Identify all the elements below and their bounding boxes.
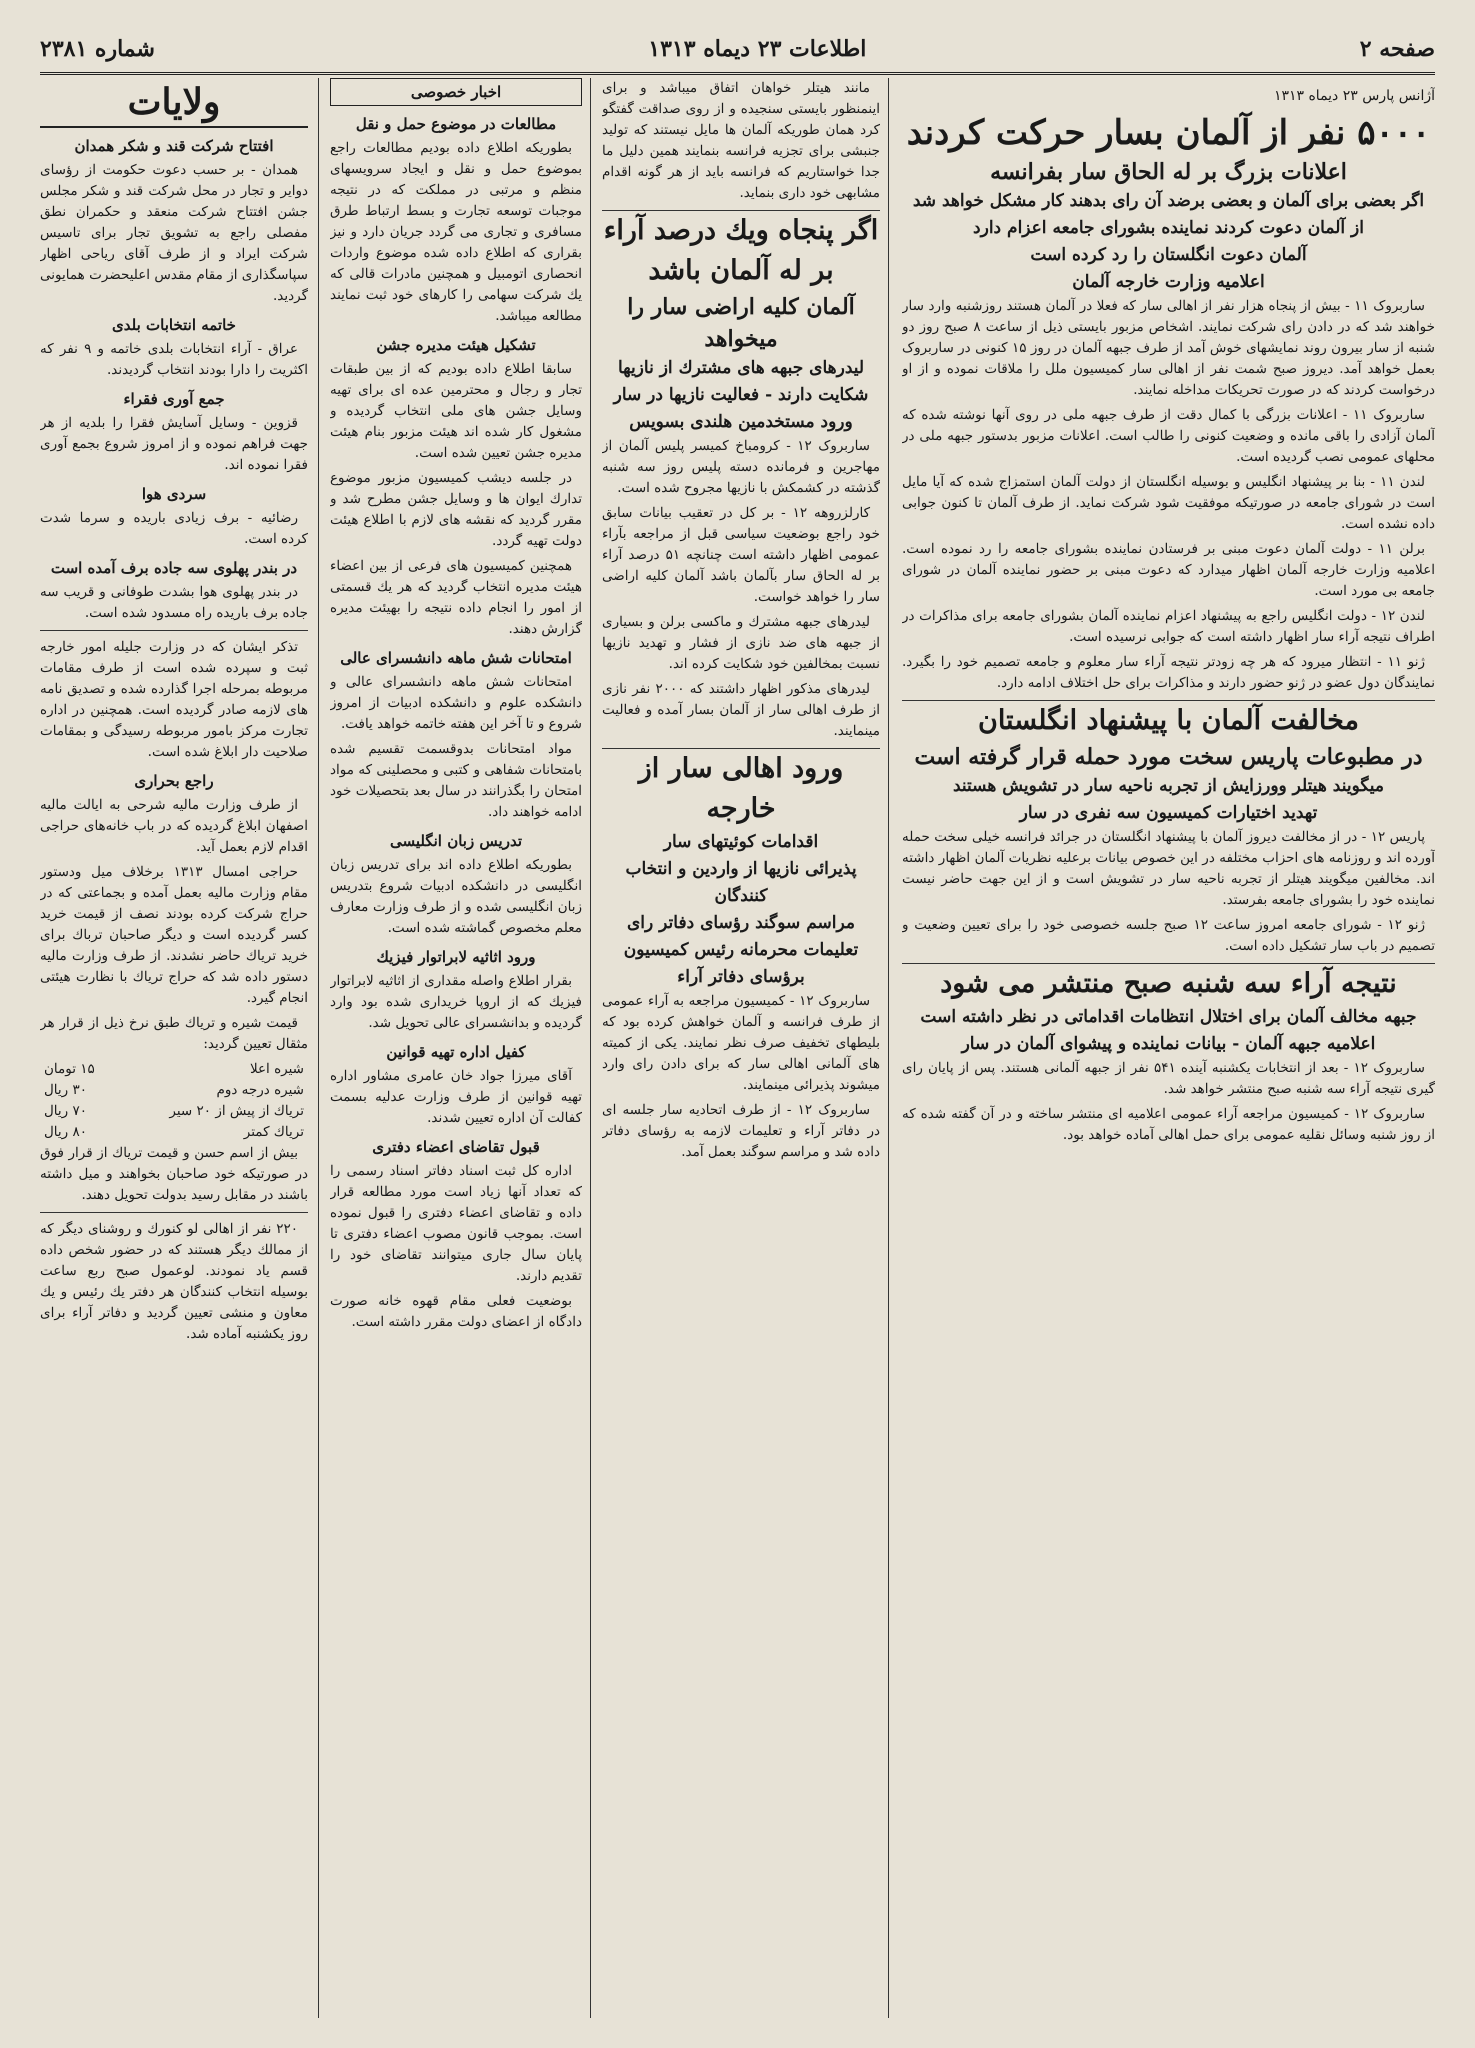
- column-rule: [590, 78, 591, 2018]
- price-row: [40, 1080, 308, 1101]
- news-item-heading: خاتمه انتخابات بلدی: [112, 316, 236, 334]
- masthead: [40, 26, 1435, 75]
- article-paragraph: ژنو ۱۱ - انتظار میرود که هر چه زودتر نتیجه آراء سار معلوم و جامعه تصمیم خود را بگیرد. نمایندگان دول عضو در ژنو حضور دارند و مذاکرات برای حل اختلاف ادامه دارد.: [902, 654, 1435, 691]
- article-paragraph: لندن ۱۲ - دولت انگلیس راجع به پیشنهاد اعزام نماینده آلمان بشورای جامعه برای مذاکرات در اطراف نتیجه آراء سار اظهار داشته است که جوابی نرسیده است.: [902, 608, 1435, 645]
- article-paragraph: ساربروک ۱۱ - بیش از پنجاه هزار نفر از اهالی سار که فعلا در آلمان هستند روزشنبه وارد سار خواهند شد که در دادن رای شرکت نمایند. اشخاص مزبور بایستی ذیل از ساعت ۸ صبح روز دو شنبه از سار بیرون روند نمایشهای خوش آمد از طرف جبهه آلمان در روز ۱۵ کنونی در ساربروک بعمل خواهد آمد. دیروز صبح شمت نفر از اهالی سار کمیسیون ملل را ملاقات نموده و از او درخواست کردند که در صورت تحریکات مداخله نمایند.: [902, 298, 1435, 398]
- article-paragraph: در جلسه دیشب کمیسیون مزبور موضوع تدارك ایوان ها و وسایل جشن مطرح شد و مقرر گردید که نقشه های لازم با اطلاع هیئت دولت تهیه گردد.: [330, 470, 582, 549]
- article-paragraph: پاریس ۱۲ - در از مخالفت دیروز آلمان با پیشنهاد انگلستان در جرائد فرانسه خیلی سخت حمله آورده اند و روزنامه های احزاب مختلفه در این خصوص بیانات برعلیه نظریات آلمان اظهار داشته اند. مخالفین میگویند هیتلر از تجربه ناحیه سار در تشویش است و از این جهت حاضر نیست نماینده خود را بشورای جامعه بفرستد.: [902, 829, 1435, 908]
- newspaper-date: اطلاعات ۲۳ دیماه ۱۳۱۳: [648, 36, 867, 62]
- main-story-column: [902, 78, 1435, 2038]
- price-row: [40, 1122, 308, 1143]
- article-paragraph: مانند هیتلر خواهان اتفاق میباشد و برای اینمنظور بایستی سنجیده و از روی صداقت گفتگو کرد همان طوریکه آلمان ها مایل نیستند که تولید جنبشی برای تجزیه فرانسه بنمایند همین دلیل ما جدا خواستاریم که فرانسه باید از هر گونه اقدام مشابهی خود داری بنماید.: [602, 80, 880, 201]
- news-subheadline: پذیرائی نازیها از واردین و انتخاب کنندگان: [625, 859, 857, 906]
- main-subheadline: از آلمان دعوت کردند نماینده بشورای جامعه اعزام دارد: [973, 218, 1364, 238]
- article-paragraph: بقرار اطلاع واصله مقداری از اثاثیه لابراتوار فیزیك که از اروپا خریداری شده بود وارد گردیده و بدانشسرای عالی تحویل شد.: [330, 973, 582, 1031]
- article-paragraph: بطوریکه اطلاع داده اند برای تدریس زبان انگلیسی در دانشکده ادبیات شروع بتدریس زبان انگلیسی شده و از طرف وزارت معارف معلم مخصوص گماشته شده است.: [330, 857, 582, 936]
- article-paragraph: آقای میرزا جواد خان عامری مشاور اداره تهیه قوانین از طرف وزارت عدلیه بسمت کفالت آن اداره تعیین شدند.: [330, 1068, 582, 1126]
- news-headline: اگر پنجاه ویك درصد آراء بر له آلمان باشد: [602, 210, 880, 291]
- article-paragraph: تذکر ایشان که در وزارت جلیله امور خارجه ثبت و سپرده شده است از طرف مقامات مربوطه بمرحله اجرا گذارده شده و تصدیق نامه های لازمه صادر گردیده است. همچنین در اداره تجارت مرکز بامور مربوطه رسیدگی و بمقامات صلاحیت دار ابلاغ شده است.: [40, 639, 308, 760]
- dateline: آژانس پارس ۲۳ دیماه ۱۳۱۳: [1273, 88, 1435, 104]
- price-item: شیره اعلا: [249, 1061, 304, 1077]
- article-paragraph: ساربروک ۱۱ - اعلانات بزرگی با کمال دقت از طرف جبهه ملی در روی آنها نوشته شده که آلمان آزادی را باقی مانده و وضعیت کنونی را طالب است. اعلانات مزبور بدستور جبهه ملی در محلهای عمومی نصب گردیده است.: [902, 407, 1435, 465]
- article-paragraph: سابقا اطلاع داده بودیم که از بین طبقات تجار و رجال و محترمین عده ای برای تهیه وسایل جشن های ملی انتخاب گردیده و مشغول کار شده اند هیئت مزبور بنام هیئت مدیره جشن تعیین شده است.: [330, 361, 582, 461]
- article-paragraph: در بندر پهلوی هوا بشدت طوفانی و قریب سه جاده برف باریده راه مسدود شده است.: [40, 584, 308, 621]
- main-headline: ۵۰۰۰ نفر از آلمان بسار حرکت کردند: [906, 113, 1431, 153]
- news-headline: آلمان کلیه اراضی سار را میخواهد: [627, 294, 855, 352]
- article-paragraph: امتحانات شش ماهه دانشسرای عالی و دانشکده علوم و دانشکده ادبیات از امروز شروع و تا آخر این هفته خاتمه خواهد یافت.: [330, 674, 582, 732]
- price-value: ۳۰ ریال: [44, 1082, 88, 1098]
- news-headline: ورود اهالی سار از خارجه: [602, 748, 880, 829]
- news-item-heading: سردی هوا: [141, 485, 207, 503]
- article-paragraph: ساربروک ۱۲ - کرومباخ کمیسر پلیس آلمان از مهاجرین و فرمانده دسته پلیس روز سه شنبه گذشته در کشمکش با نازیها مجروح شده است.: [602, 438, 880, 496]
- article-paragraph: ساربروک ۱۲ - بعد از انتخابات یکشنبه آینده ۵۴۱ نفر از جبهه آلمانی هستند. پس از پایان رای گیری نتیجه آراء سه شنبه صبح منتشر خواهد شد.: [902, 1060, 1435, 1097]
- section-headline: مخالفت آلمان با پیشنهاد انگلستان: [902, 700, 1435, 741]
- article-paragraph: ۲۲۰ نفر از اهالی لو کنورك و روشنای دیگر که از ممالك دیگر هستند که در حضور شخص داده قسم یاد نمودند. لوعمول صبح ربع ساعت بوسیله انتخاب کنندگان هر دفتر یك رئیس و یك معاون و منشی تعیین گردید و دفاتر آراء برای روز یکشنبه آماده شد.: [40, 1221, 308, 1342]
- column-rule: [318, 78, 319, 2018]
- news-subheadline: مراسم سوگند رؤسای دفاتر رای: [627, 913, 855, 933]
- news-item-heading: امتحانات شش ماهه دانشسرای عالی: [340, 649, 572, 667]
- column-rule: [888, 78, 889, 2018]
- article-paragraph: قیمت شیره و تریاك طبق نرخ ذیل از قرار هر مثقال تعیین گردید:: [40, 1015, 308, 1052]
- news-item-heading: کفیل اداره تهیه قوانین: [386, 1043, 526, 1061]
- price-item: شیره درجه دوم: [216, 1082, 304, 1098]
- section-box-title: اخبار خصوصی: [330, 78, 582, 106]
- article-paragraph: ساربروک ۱۲ - از طرف اتحادیه سار جلسه ای در دفاتر آراء و تعلیمات لازمه به رؤسای دفاتر داده شد و مراسم سوگند بعمل آمد.: [602, 1102, 880, 1160]
- article-paragraph: ژنو ۱۲ - شورای جامعه امروز ساعت ۱۲ صبح جلسه خصوصی خود را برای تعیین وضعیت و تصمیم در باب سار تشکیل داده است.: [902, 917, 1435, 954]
- private-news-column: [330, 78, 582, 2038]
- section-subheadline: در مطبوعات پاریس سخت مورد حمله قرار گرفته است: [914, 744, 1423, 770]
- article-paragraph: برلن ۱۱ - دولت آلمان دعوت مبنی بر فرستادن نماینده بشورای جامعه را رد نموده است. اعلامیه وزارت خارجه آلمان اظهار میدارد که دعوت مبنی بر حضور نماینده آلمان در شورای جامعه بی مورد است.: [902, 541, 1435, 599]
- article-paragraph: لیدرهای جبهه مشترك و ماکسی برلن و بسیاری از جبهه های ضد نازی از فشار و تهدید نازیها نسبت بمخالفین خود شکایت کرده اند.: [602, 614, 880, 672]
- section-divider: [40, 630, 308, 631]
- price-value: ۸۰ ریال: [44, 1124, 88, 1140]
- article-paragraph: بطوریکه اطلاع داده بودیم مطالعات راجع بموضوع حمل و نقل و ایجاد سرویسهای منظم و مرتبی در مملکت که در نتیجه موجبات توسعه تجارت و بسط ارتباط طرق مسافری و تجاری می گردد جریان دارد و نیز بقراری که اطلاع داده شده موضوع واردات انحصاری اتومبیل و همچنین مادرات قالی که یك شرکت سهامی را کارهای خود ثبت نمایند مطالعه میباشد.: [330, 140, 582, 324]
- news-item-heading: افتتاح شرکت قند و شکر همدان: [74, 137, 274, 155]
- news-subheadline: ورود مستخدمین هلندی بسویس: [629, 412, 853, 432]
- article-paragraph: قزوین - وسایل آسایش فقرا را بلدیه از هر جهت فراهم نموده و از امروز شروع بجمع آوری فقرا نموده اند.: [40, 415, 308, 473]
- price-value: ۱۵ تومان: [44, 1061, 95, 1077]
- article-paragraph: اداره کل ثبت اسناد دفاتر اسناد رسمی را که تعداد آنها زیاد است مورد مطالعه قرار داده و تقاضای اعضاء دفتری را قبول نموده است. بموجب قانون مصوب اعضاء دفتری تا پایان سال جاری میتوانند تقاضای خود را تقدیم دارند.: [330, 1163, 582, 1284]
- article-paragraph: عراق - آراء انتخابات بلدی خاتمه و ۹ نفر که اکثریت را دارا بودند انتخاب گردیدند.: [40, 341, 308, 378]
- section-title: ولایات: [40, 78, 308, 128]
- article-paragraph: کارلزروهه ۱۲ - بر کل در تعقیب بیانات سابق خود راجع بوضعیت سیاسی قبل از مراجعه بآراء عمومی اظهار داشته است چنانچه ۵۱ درصد آراء بر له الحاق سار بآلمان باشد آلمان کلیه اراضی سار را خواهد خواست.: [602, 505, 880, 605]
- news-item-heading: مطالعات در موضوع حمل و نقل: [355, 115, 557, 133]
- news-item-heading: راجع بحراری: [134, 772, 214, 790]
- section-divider: [40, 1212, 308, 1213]
- main-subheadline: اگر بعضی برای آلمان و بعضی برضد آن رای بدهند کار مشکل خواهد شد: [912, 191, 1425, 211]
- article-paragraph: حراجی امسال ۱۳۱۳ برخلاف میل ودستور مقام وزارت مالیه بعمل آمده و بجماعتی که در حراج شرکت کرده بودند نصف از قیمت خرید کسر گردیده است و دیگر صاحبان ترباك برای خرید تریاك حاضر نشدند. از طرف وزارت مالیه دستور داده شد که حراج تریاك با نظارت هیئتی انجام گیرد.: [40, 864, 308, 1006]
- foreign-news-column: [602, 78, 880, 2038]
- price-item: تریاك از پیش از ۲۰ سیر: [169, 1103, 304, 1119]
- article-paragraph: لندن ۱۱ - بنا بر پیشنهاد انگلیس و بوسیله انگلستان از دولت آلمان استمزاج شده که آیا مایل است در شورای جامعه در صورتیکه موفقیت شود شرکت نماید. از طرف آلمان تا کنون جوابی داده نشده است.: [902, 474, 1435, 532]
- news-item-heading: در بندر پهلوی سه جاده برف آمده است: [50, 559, 298, 577]
- section-subheadline: تهدید اختیارات کمیسیون سه نفری در سار: [1019, 803, 1318, 823]
- article-paragraph: بوضعیت فعلی مقام قهوه خانه صورت دادگاه از اعضای دولت مقرر داشته است.: [330, 1293, 582, 1330]
- section-subheadline: جبهه مخالف آلمان برای اختلال انتظامات اقداماتی در نظر داشته است: [920, 1007, 1417, 1027]
- price-item: تریاك کمتر: [243, 1124, 304, 1140]
- section-subheadline: اعلامیه جبهه آلمان - بیانات نماینده و پیشوای آلمان در سار: [961, 1034, 1376, 1054]
- main-subheadline: آلمان دعوت انگلستان را رد کرده است: [1030, 245, 1307, 265]
- price-row: [40, 1059, 308, 1080]
- news-subheadline: تعلیمات محرمانه رئیس کمیسیون برؤسای دفاتر آراء: [623, 940, 859, 987]
- article-paragraph: بیش از اسم حسن و قیمت تریاك از قرار فوق در صورتیکه خود صاحبان بخواهند و میل داشته باشند در مقابل رسید بدولت تحویل دهند.: [40, 1145, 308, 1203]
- news-item-heading: تدریس زبان انگلیسی: [389, 832, 523, 850]
- section-headline: نتیجه آراء سه شنبه صبح منتشر می شود: [902, 963, 1435, 1004]
- news-item-heading: جمع آوری فقراء: [123, 390, 225, 408]
- main-subheadline: اعلامیه وزارت خارجه آلمان: [1072, 272, 1265, 292]
- main-subheadline: اعلانات بزرگ بر له الحاق سار بفرانسه: [990, 159, 1347, 185]
- issue-number: شماره ۲۳۸۱: [40, 36, 155, 62]
- news-item-heading: ورود اثاثیه لابراتوار فیزیك: [376, 948, 536, 966]
- provinces-column: [40, 78, 308, 2038]
- article-paragraph: ساربروک ۱۲ - کمیسیون مراجعه به آراء عمومی از طرف فرانسه و آلمان خواهش کرده بود که بلیطهای تخفیف صرف نظر نمایند. یکی از کمیته های آلمانی اهالی سار که برای دادن رای وارد میشوند پذیرائی مینمایند.: [602, 993, 880, 1093]
- price-row: [40, 1101, 308, 1122]
- news-item-heading: تشکیل هیئت مدیره جشن: [376, 336, 536, 354]
- article-paragraph: رضائیه - برف زیادی باریده و سرما شدت کرده است.: [40, 510, 308, 547]
- article-paragraph: از طرف وزارت مالیه شرحی به ایالت مالیه اصفهان ابلاغ گردیده که در باب خانه‌های حراجی اقدام لازم بعمل آید.: [40, 797, 308, 855]
- price-value: ۷۰ ریال: [44, 1103, 88, 1119]
- news-subheadline: لیدرهای جبهه های مشترك از نازیها شکایت دارند - فعالیت نازیها در سار: [613, 358, 869, 405]
- article-paragraph: لیدرهای مذکور اظهار داشتند که ۲۰۰۰ نفر نازی از طرف اهالی سار از آلمان بسار آمده و فعالیت مینمایند.: [602, 681, 880, 739]
- news-subheadline: اقدامات کوئیتهای سار: [663, 832, 819, 852]
- opium-price-table: [40, 1059, 308, 1143]
- news-item-heading: قبول تقاضای اعضاء دفتری: [372, 1138, 540, 1156]
- article-paragraph: ساربروک ۱۲ - کمیسیون مراجعه آراء عمومی اعلامیه ای منتشر ساخته و در آن گفته شده که از روز شنبه وسائل نقلیه عمومی برای حمل اهالی آماده خواهد بود.: [902, 1106, 1435, 1143]
- article-paragraph: مواد امتحانات بدوقسمت تقسیم شده بامتحانات شفاهی و کتبی و محصلینی که مواد امتحان را بگذرانند در سال بعد بتحصیلات خود ادامه خواهند داد.: [330, 741, 582, 820]
- section-subheadline: میگویند هیتلر وورزایش از تجربه ناحیه سار در تشویش هستند: [953, 776, 1384, 796]
- article-paragraph: همچنین کمیسیون های فرعی از بین اعضاء هیئت مدیره انتخاب گردید که هر یك قسمتی از امور را انجام داده نتیجه را بهیئت مدیره گزارش دهند.: [330, 558, 582, 637]
- page-number: صفحه ۲: [1359, 36, 1435, 62]
- article-paragraph: همدان - بر حسب دعوت حکومت از رؤسای دوایر و تجار در محل شرکت قند و شکر مجلس جشن افتتاح شرکت منعقد و حکمران نطق مفصلی راجع به تشویق تجار برای تاسیس شرکت ایراد و از طرف آقای ریاحی اظهار سپاسگذاری از مقام مقدس اعلیحضرت همایونی گردید.: [40, 162, 308, 304]
